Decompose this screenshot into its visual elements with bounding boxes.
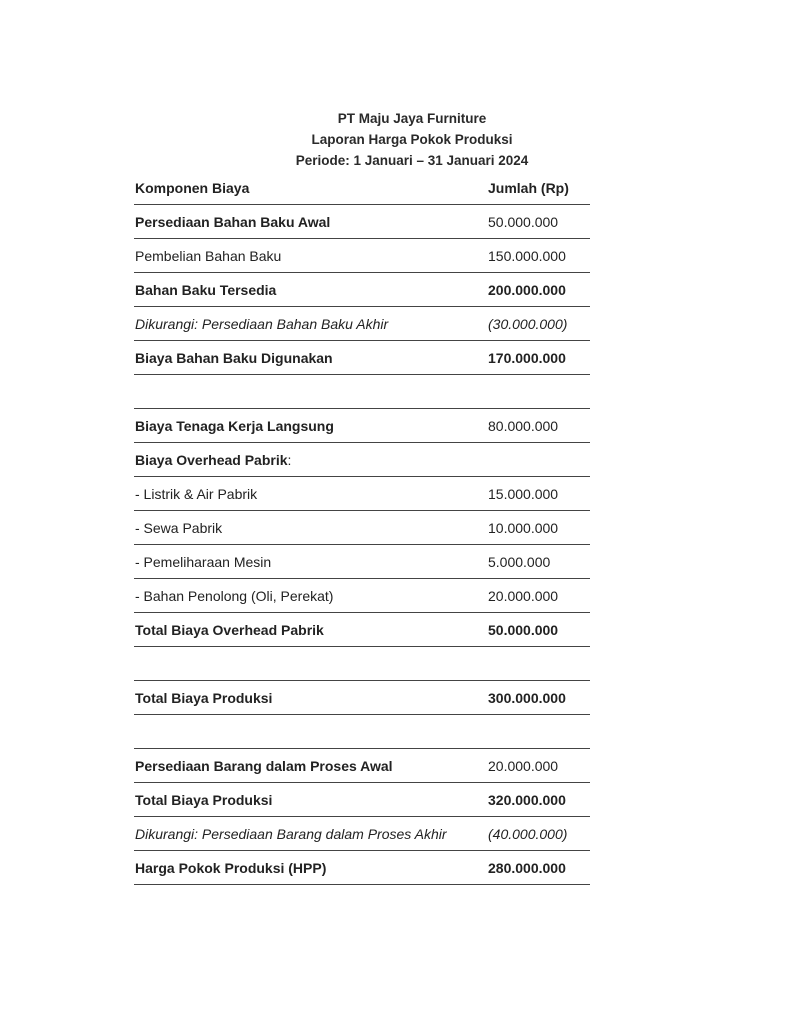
- row-label: - Sewa Pabrik: [135, 519, 223, 536]
- row-label: Harga Pokok Produksi (HPP): [135, 859, 327, 876]
- row-value: 150.000.000: [488, 247, 566, 264]
- row-value: 80.000.000: [488, 417, 559, 434]
- report-title: Laporan Harga Pokok Produksi: [311, 132, 513, 147]
- row-label: - Bahan Penolong (Oli, Perekat): [135, 587, 334, 604]
- row-value: 20.000.000: [488, 587, 559, 604]
- row-label: Persediaan Bahan Baku Awal: [135, 213, 331, 230]
- row-label-suffix: :: [287, 451, 292, 468]
- row-value: 280.000.000: [488, 859, 566, 876]
- table-row: [134, 477, 590, 511]
- row-value: 5.000.000: [488, 553, 551, 570]
- row-value: 50.000.000: [488, 621, 559, 638]
- table-row: [134, 749, 590, 783]
- row-label: Pembelian Bahan Baku: [135, 247, 282, 264]
- table-row: [134, 579, 590, 613]
- company-name: PT Maju Jaya Furniture: [337, 111, 487, 126]
- row-value: 300.000.000: [488, 689, 566, 706]
- table-row: [134, 545, 590, 579]
- row-value: (30.000.000): [488, 315, 568, 332]
- report-period: Periode: 1 Januari – 31 Januari 2024: [295, 153, 529, 168]
- row-value: 50.000.000: [488, 213, 559, 230]
- table-row: [134, 817, 590, 851]
- row-label: Total Biaya Produksi: [135, 689, 273, 706]
- table-row: [134, 409, 590, 443]
- table-row: [134, 613, 590, 647]
- table-row: [134, 443, 590, 477]
- row-value: 200.000.000: [488, 281, 566, 298]
- row-value: (40.000.000): [488, 825, 568, 842]
- table-row: [134, 511, 590, 545]
- row-label-group: [134, 452, 488, 468]
- row-label: Total Biaya Produksi: [135, 791, 273, 808]
- row-label: Dikurangi: Persediaan Bahan Baku Akhir: [135, 315, 389, 332]
- table-row: [134, 341, 590, 375]
- table-row: [134, 205, 590, 239]
- table-spacer-row: [134, 715, 590, 749]
- row-label: Persediaan Barang dalam Proses Awal: [135, 757, 393, 774]
- row-value: 15.000.000: [488, 485, 559, 502]
- row-value: 320.000.000: [488, 791, 566, 808]
- row-label: - Listrik & Air Pabrik: [135, 485, 258, 502]
- table-row: [134, 783, 590, 817]
- row-label: Biaya Tenaga Kerja Langsung: [135, 417, 334, 434]
- table-row: [134, 851, 590, 885]
- cost-table: [134, 171, 590, 885]
- row-label: Total Biaya Overhead Pabrik: [135, 621, 324, 638]
- table-row: [134, 239, 590, 273]
- column-header-amount: Jumlah (Rp): [488, 179, 569, 196]
- column-header-component: Komponen Biaya: [135, 179, 250, 196]
- row-label: Dikurangi: Persediaan Barang dalam Proses Akhir: [135, 825, 447, 842]
- row-value: 20.000.000: [488, 757, 559, 774]
- row-label: Biaya Bahan Baku Digunakan: [135, 349, 333, 366]
- table-row: [134, 307, 590, 341]
- row-label: - Pemeliharaan Mesin: [135, 553, 272, 570]
- row-label-text: Biaya Overhead Pabrik: [135, 451, 288, 468]
- row-value: 170.000.000: [488, 349, 566, 366]
- table-spacer-row: [134, 375, 590, 409]
- report-header: [134, 108, 690, 171]
- table-row: [134, 681, 590, 715]
- table-header-row: [134, 171, 590, 205]
- row-value: 10.000.000: [488, 519, 559, 536]
- row-label: Bahan Baku Tersedia: [135, 281, 277, 298]
- table-spacer-row: [134, 647, 590, 681]
- table-row: [134, 273, 590, 307]
